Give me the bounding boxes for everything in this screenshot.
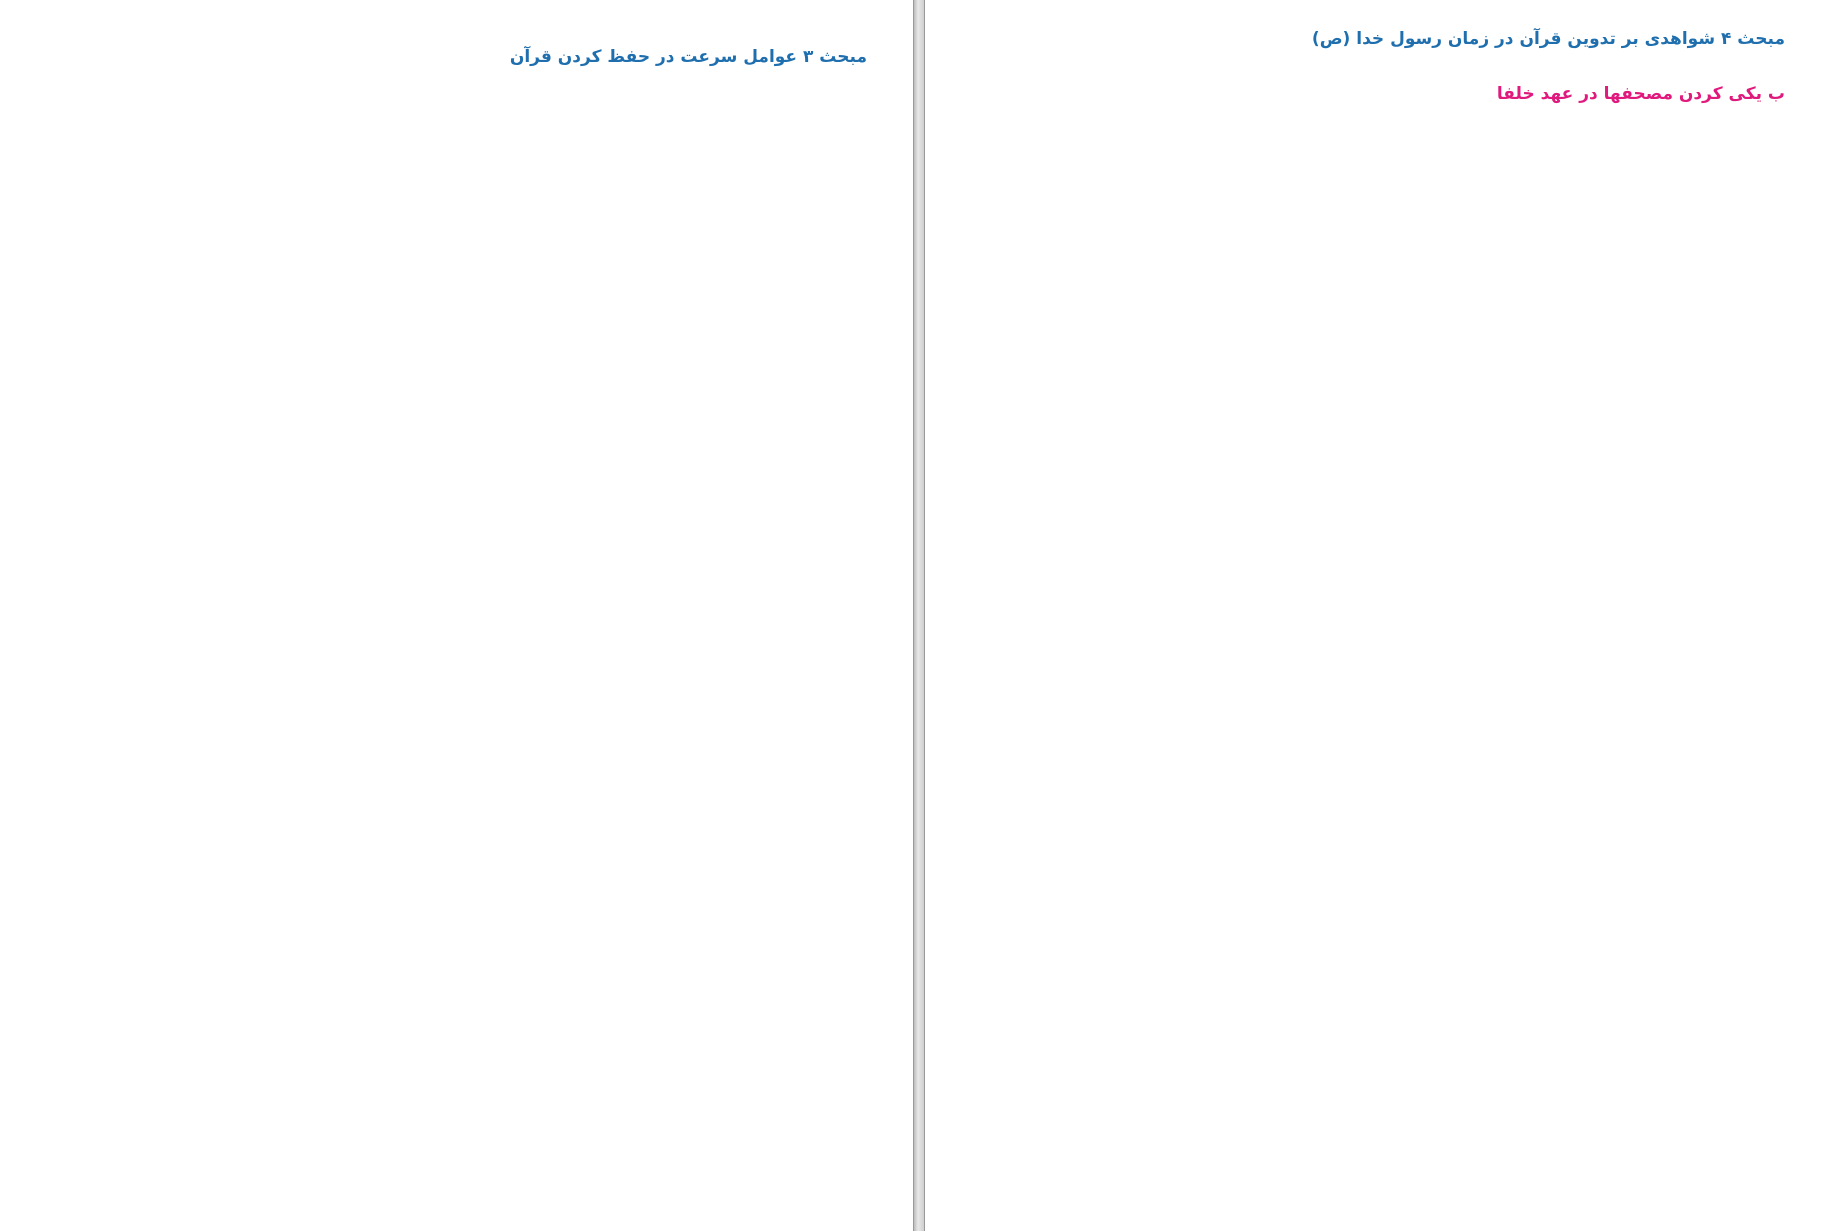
book-gutter	[913, 0, 925, 1231]
left-section-title: مبحث ۳ عوامل سرعت در حفظ کردن قرآن	[509, 47, 867, 67]
right-section-title: مبحث ۴ شواهدی بر تدوین قرآن در زمان رسول خدا (ص)	[1311, 29, 1785, 49]
left-page	[0, 0, 913, 1231]
right-page	[925, 0, 1831, 1231]
next-section-title: ب یکی کردن مصحفها در عهد خلفا	[1496, 84, 1785, 104]
